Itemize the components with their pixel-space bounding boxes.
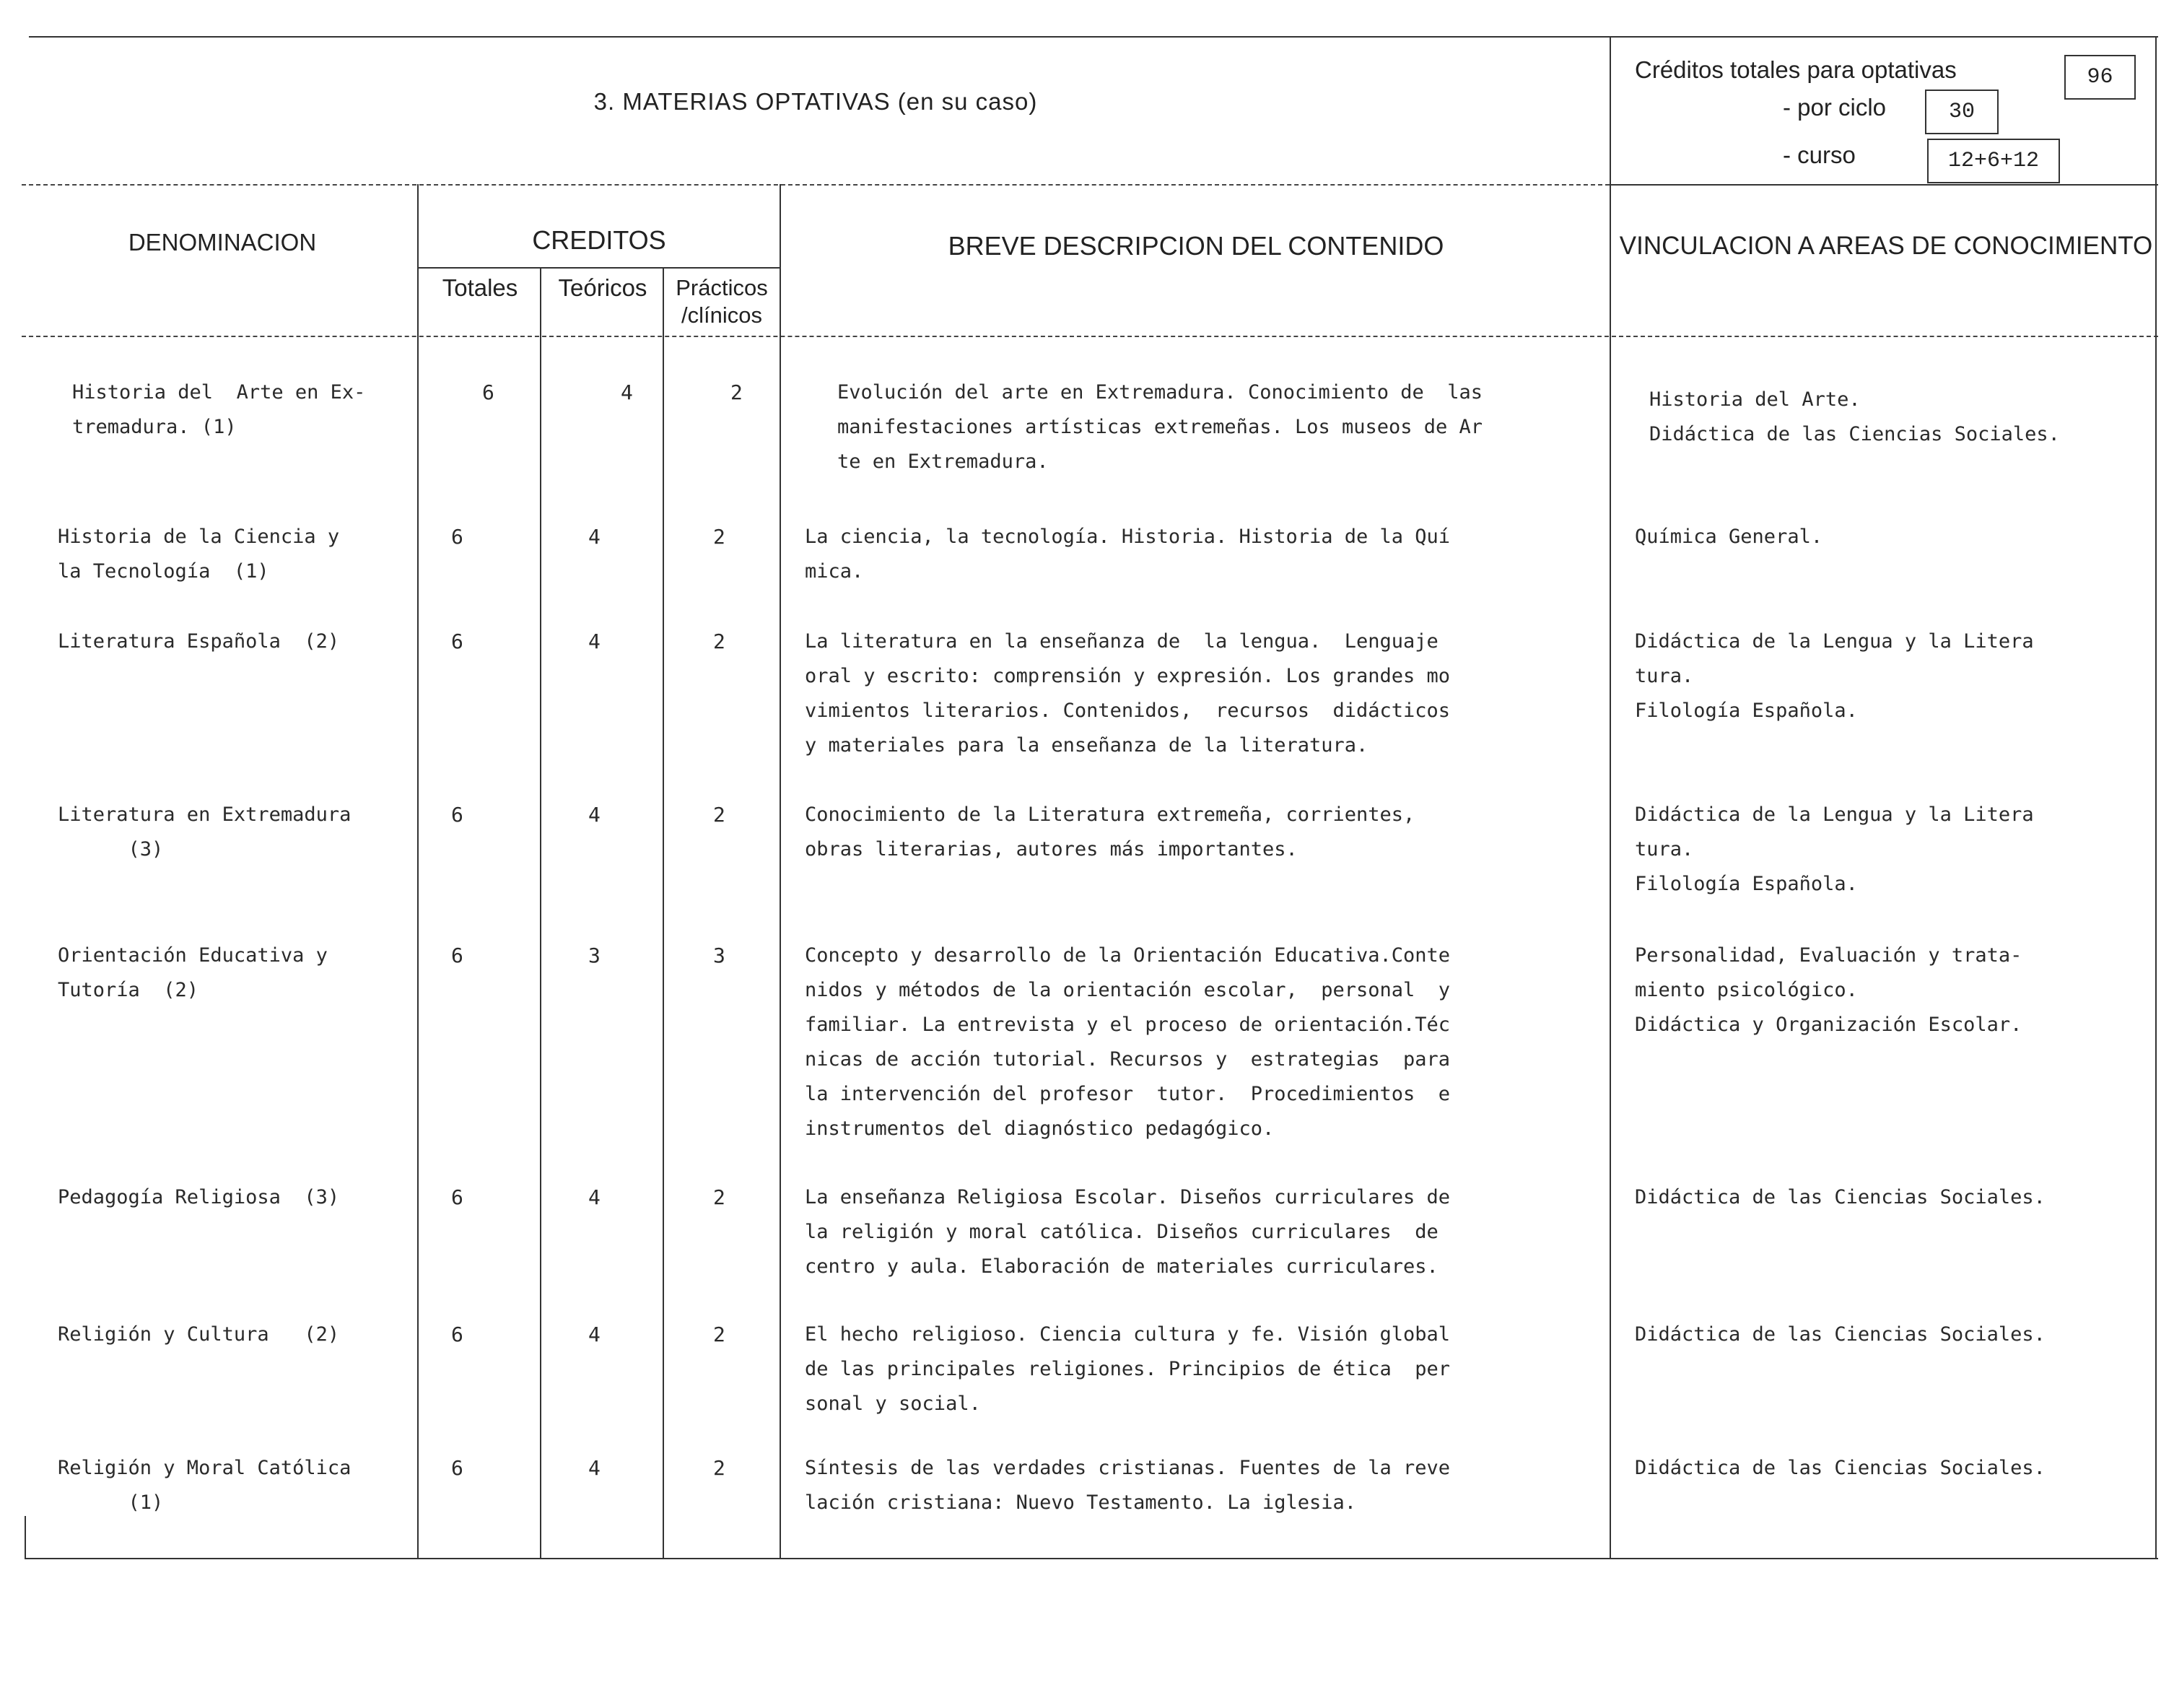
row-7-teoricos: 4 bbox=[588, 1323, 601, 1346]
row-7-descripcion: El hecho religioso. Ciencia cultura y fe. Visión global de las principales religiones. Principios de ética per sonal y social. bbox=[805, 1323, 1451, 1415]
row-2-vinculacion: Química General. bbox=[1635, 526, 1823, 548]
header-divider bbox=[22, 184, 1610, 186]
table-top-border bbox=[29, 36, 2158, 38]
row-1-teoricos: 4 bbox=[621, 380, 633, 404]
row-8-practicos: 2 bbox=[713, 1456, 725, 1480]
row-6-practicos: 2 bbox=[713, 1185, 725, 1209]
row-6-descripcion: La enseñanza Religiosa Escolar. Diseños curriculares de la religión y moral católica. Diseños curriculares de centro y aula. Elaboración de materiales curriculares. bbox=[805, 1186, 1451, 1278]
column-header-vinculacion: VINCULACION A AREAS DE CONOCIMIENTO bbox=[1619, 232, 2153, 260]
col-divider-teoricos bbox=[663, 267, 664, 1559]
row-8-totales: 6 bbox=[451, 1456, 463, 1480]
row-2-descripcion: La ciencia, la tecnología. Historia. Historia de la Quí mica. bbox=[805, 526, 1451, 583]
row-2-totales: 6 bbox=[451, 525, 463, 549]
row-2-teoricos: 4 bbox=[588, 525, 601, 549]
row-5-totales: 6 bbox=[451, 944, 463, 967]
row-6-teoricos: 4 bbox=[588, 1185, 601, 1209]
col-divider-descripcion bbox=[1610, 36, 1611, 1559]
row-4-teoricos: 4 bbox=[588, 803, 601, 827]
row-3-teoricos: 4 bbox=[588, 629, 601, 653]
table-bottom-border bbox=[26, 1558, 2158, 1559]
row-3-practicos: 2 bbox=[713, 629, 725, 653]
row-3-descripcion: La literatura en la enseñanza de la lengua. Lenguaje oral y escrito: comprensión y expresión. Los grandes mo vimientos literarios. Contenidos, recursos didácticos y materiales para la enseñanza de la literatura. bbox=[805, 630, 1451, 757]
row-7-denominacion: Religión y Cultura (2) bbox=[58, 1323, 340, 1346]
row-4-totales: 6 bbox=[451, 803, 463, 827]
page-title: 3. MATERIAS OPTATIVAS (en su caso) bbox=[593, 88, 1038, 115]
row-5-descripcion: Concepto y desarrollo de la Orientación Educativa.Conte nidos y métodos de la orientación escolar, personal y familiar. La entrevista y el proceso de orientación.Téc nicas de acción tutorial. Recursos y estrategias para la intervención del profesor tutor. Procedimientos e instrumentos del diagnóstico pedagógico. bbox=[805, 944, 1451, 1140]
row-4-practicos: 2 bbox=[713, 803, 725, 827]
row-8-vinculacion: Didáctica de las Ciencias Sociales. bbox=[1635, 1457, 2046, 1479]
row-3-vinculacion: Didáctica de la Lengua y la Litera tura. Filología Española. bbox=[1635, 630, 2034, 722]
row-1-totales: 6 bbox=[482, 380, 494, 404]
header-divider-right bbox=[1610, 184, 2158, 186]
por-ciclo-label: - por ciclo bbox=[1783, 94, 1887, 121]
column-header-denominacion: DENOMINACION bbox=[128, 229, 317, 256]
row-5-practicos: 3 bbox=[713, 944, 725, 967]
row-6-denominacion: Pedagogía Religiosa (3) bbox=[58, 1186, 340, 1208]
col-divider-totales bbox=[540, 267, 541, 1559]
column-header-creditos: CREDITOS bbox=[532, 225, 666, 255]
row-6-vinculacion: Didáctica de las Ciencias Sociales. bbox=[1635, 1186, 2046, 1208]
row-7-vinculacion: Didáctica de las Ciencias Sociales. bbox=[1635, 1323, 2046, 1346]
row-4-denominacion: Literatura en Extremadura (3) bbox=[58, 803, 352, 860]
row-1-denominacion: Historia del Arte en Ex- tremadura. (1) bbox=[72, 381, 366, 438]
row-8-descripcion: Síntesis de las verdades cristianas. Fuentes de la reve lación cristiana: Nuevo Testamento. La iglesia. bbox=[805, 1457, 1451, 1514]
row-5-vinculacion: Personalidad, Evaluación y trata- miento psicológico. Didáctica y Organización Escolar. bbox=[1635, 944, 2022, 1036]
column-header-bottom bbox=[22, 336, 2158, 337]
curso-value: 12+6+12 bbox=[1927, 139, 2060, 183]
column-header-teoricos: Teóricos bbox=[558, 274, 647, 301]
row-5-denominacion: Orientación Educativa y Tutoría (2) bbox=[58, 944, 328, 1001]
creditos-totales-label: Créditos totales para optativas bbox=[1635, 56, 1957, 83]
row-3-totales: 6 bbox=[451, 629, 463, 653]
row-1-practicos: 2 bbox=[730, 380, 743, 404]
creditos-subheader-divider bbox=[419, 267, 780, 269]
curso-label: - curso bbox=[1783, 141, 1856, 168]
column-header-descripcion: BREVE DESCRIPCION DEL CONTENIDO bbox=[948, 231, 1444, 261]
row-4-vinculacion: Didáctica de la Lengua y la Litera tura. Filología Española. bbox=[1635, 803, 2034, 895]
column-header-practicos: Prácticos /clínicos bbox=[676, 275, 768, 328]
left-border bbox=[25, 1516, 26, 1559]
row-6-totales: 6 bbox=[451, 1185, 463, 1209]
row-7-totales: 6 bbox=[451, 1323, 463, 1346]
row-8-teoricos: 4 bbox=[588, 1456, 601, 1480]
row-4-descripcion: Conocimiento de la Literatura extremeña, corrientes, obras literarias, autores más importantes. bbox=[805, 803, 1415, 860]
por-ciclo-value: 30 bbox=[1925, 90, 1999, 134]
row-5-teoricos: 3 bbox=[588, 944, 601, 967]
row-3-denominacion: Literatura Española (2) bbox=[58, 630, 340, 653]
row-2-denominacion: Historia de la Ciencia y la Tecnología (1) bbox=[58, 526, 340, 583]
row-8-denominacion: Religión y Moral Católica (1) bbox=[58, 1457, 352, 1514]
row-1-vinculacion: Historia del Arte. Didáctica de las Ciencias Sociales. bbox=[1649, 388, 2060, 445]
column-header-totales: Totales bbox=[442, 274, 518, 301]
creditos-totales-value: 96 bbox=[2064, 55, 2136, 100]
row-2-practicos: 2 bbox=[713, 525, 725, 549]
row-1-descripcion: Evolución del arte en Extremadura. Conocimiento de las manifestaciones artísticas extremeñas. Los museos de Ar te en Extremadura. bbox=[837, 381, 1483, 473]
row-7-practicos: 2 bbox=[713, 1323, 725, 1346]
col-divider-practicos bbox=[780, 184, 781, 1559]
